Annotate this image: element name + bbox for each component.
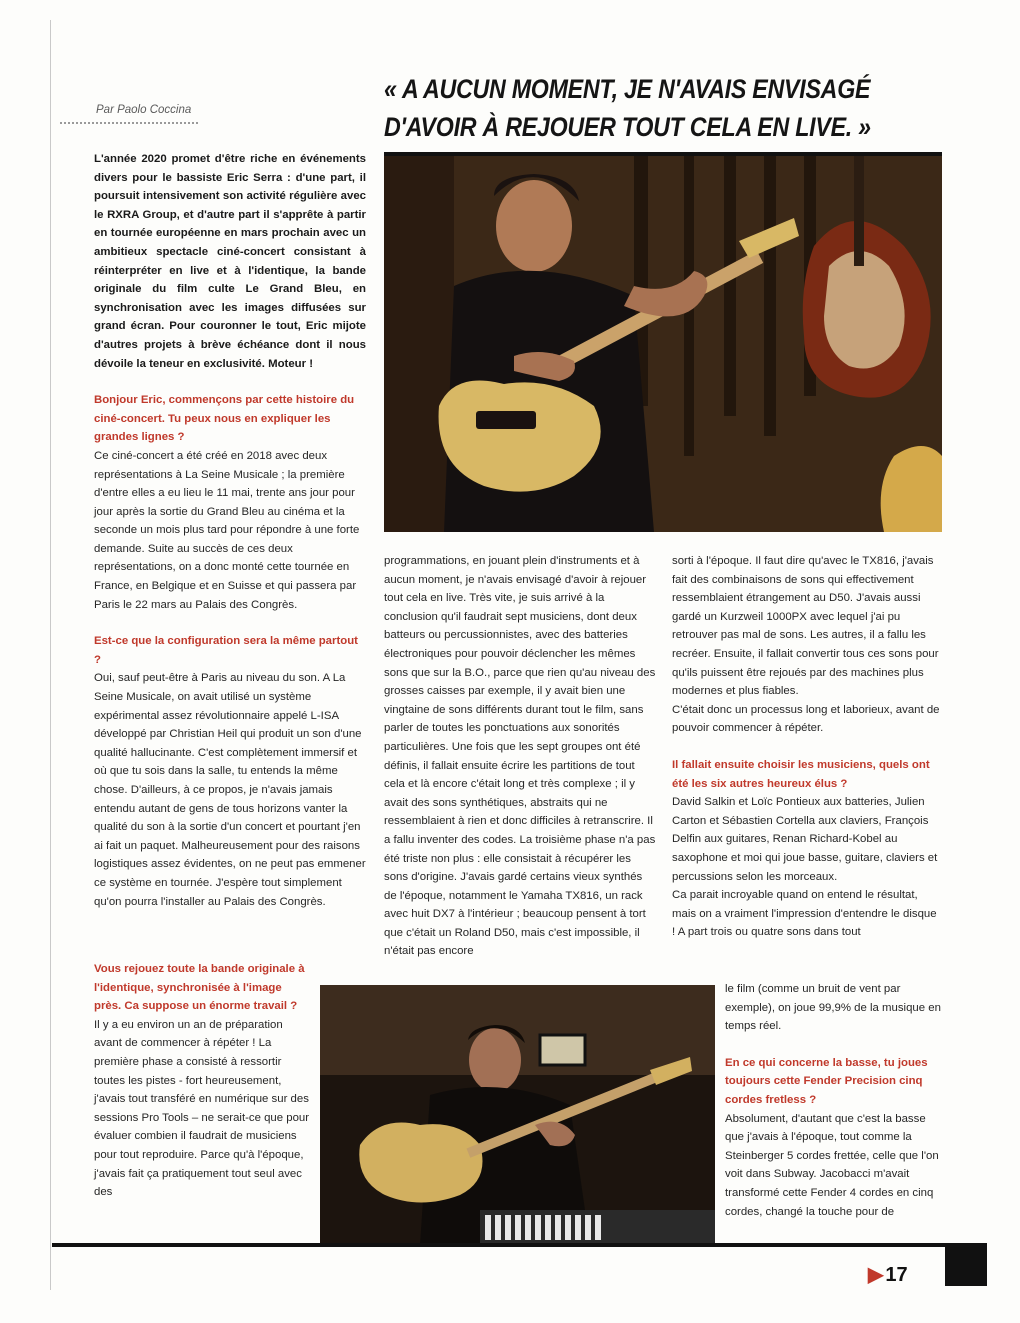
photo-bassist-with-guitars — [384, 152, 942, 532]
page-number — [868, 1262, 908, 1287]
answer-4-part-1: David Salkin et Loïc Pontieux aux batteries, Julien Carton et Sébastien Cortella aux claviers, François Delfin aux guitares, Renan Richard-Kobel au saxophone et moi qui joue basse, guitare, claviers et percussions selon les morceaux. — [672, 796, 938, 883]
corner-block — [945, 1243, 987, 1286]
pull-quote: « A AUCUN MOMENT, JE N'AVAIS ENVISAGÉ D'AVOIR À REJOUER TOUT CELA EN LIVE. » — [384, 74, 871, 142]
answer-4-part-2: Ca parait incroyable quand on entend le résultat, mais on a vraiment l'impression d'entendre le disque ! A part trois ou quatre sons dans tout — [672, 889, 937, 939]
column-3 — [672, 552, 942, 942]
photo-bassist-playing — [320, 985, 715, 1245]
question-5: En ce qui concerne la basse, tu joues toujours cette Fender Precision cinq cordes fretless ? — [725, 1056, 928, 1106]
footer-rule — [52, 1243, 987, 1247]
column-1-bottom — [94, 960, 312, 1202]
photo-illustration — [384, 156, 942, 532]
answer-1: Ce ciné-concert a été créé en 2018 avec deux représentations à La Seine Musicale ; la première d'entre elles a eu lieu le 11 mai, trente ans jour pour jour après la sortie du Grand Bleu au cinéma et la seconde un mois plus tard pour répondre à une forte demande. Suite au succès de ces deux représentations, on a donc monté cette tournée en France, en Belgique et en Suisse et qui passera par Paris le 22 mars au Palais des Congrès. — [94, 449, 360, 611]
column-3-bottom — [725, 980, 947, 1221]
answer-3-part-3: sorti à l'époque. Il faut dire qu'avec le TX816, j'avais fait des combinaisons de sons qui effectivement ressemblaient étrangement au D50. J'avais aussi gardé un Kurzweil 1000PX avec lequel j'ai pu retrouver pas mal de sons. Les autres, il a fallu les recréer. Ensuite, il fallait convertir tous ces sons pour qu'ils puissent être rejoués par des machines plus modernes et plus fiables. — [672, 555, 939, 698]
photo-illustration-2 — [320, 985, 715, 1245]
question-2: Est-ce que la configuration sera la même partout ? — [94, 635, 358, 666]
page-number-label: 17 — [885, 1264, 908, 1286]
intro-paragraph: L'année 2020 promet d'être riche en événements divers pour le bassiste Eric Serra : d'une part, il poursuit intensivement son activité régulière avec le RXRA Group, et d'autre part il s'apprête à partir en tournée européenne en mars prochain avec un ambitieux spectacle ciné-concert consistant à réinterpréter en live et à l'identique, la bande originale du film culte Le Grand Bleu, en synchronisation avec les images diffusées sur grand écran. Pour couronner le tout, Eric mijote d'autres projets à brève échéance dont il nous dévoile la teneur en exclusivité. Moteur ! — [94, 153, 366, 370]
answer-2: Oui, sauf peut-être à Paris au niveau du son. A La Seine Musicale, on avait utilisé un système expérimental assez révolutionnaire appelé L-ISA développé par Christian Heil qui produit un son d'une qualité hallucinante. C'est complètement immersif et où que tu sois dans la salle, tu entends la même chose. D'ailleurs, à ce propos, je n'avais jamais entendu autant de gens de tous horizons vanter la qualité du son à la sortie d'un concert et pourtant j'en ai fait un paquet. Malheureusement pour des raisons logistiques assez évidentes, on ne peut pas emmener ce système en tournée. J'espère tout simplement qu'on pourra l'installer au Palais des Congrès. — [94, 672, 366, 908]
chevron-right-icon: ▶ — [868, 1264, 884, 1286]
column-1 — [94, 150, 366, 911]
answer-3-part-2: programmations, en jouant plein d'instruments et à aucun moment, je n'avais envisagé d'avoir à rejouer tout cela en live. Très vite, je suis arrivé à la conclusion qu'il faudrait sept musiciens, dont deux batteurs ou percussionnistes, avec des batteries électroniques pour pouvoir déclencher les mêmes sons que sur la B.O., parce que rien qu'au niveau des grosses caisses par exemple, il y avait bien une vingtaine de sons différents durant tout le film, sans parler de toutes les ponctuations aux sonorités particulières. Une fois que les sept groupes ont été définis, il fallait ensuite écrire les partitions de tout cela et là encore c'était long et très complexe ; il y avait des sons synthétiques, abstraits qui ne ressemblaient à rien et donc difficiles à retranscrire. Il a fallu inventer des codes. La troisième phase n'a pas été triste non plus : elle consistait à récupérer les sons d'origine. J'avais gardé certains vieux synthés de l'époque, notamment le Yamaha TX816, un rack avec huit DX7 à l'intérieur ; beaucoup pensent à tort que c'était un Roland D50, mais c'est impossible, il n'était pas encore — [384, 555, 656, 958]
byline-divider — [60, 122, 198, 124]
question-4: Il fallait ensuite choisir les musiciens, quels ont été les six autres heureux élus ? — [672, 758, 930, 790]
answer-5: Absolument, d'autant que c'est la basse que j'avais à l'époque, tout comme la Steinberger 5 cordes frettée, celle que l'on voit dans Subway. Jacobacci m'avait transformé cette Fender 4 cordes en cinq cordes, changé la touche pour de — [725, 1112, 939, 1218]
answer-4-part-3: le film (comme un bruit de vent par exemple), on joue 99,9% de la musique en temps réel. — [725, 983, 941, 1033]
question-1: Bonjour Eric, commençons par cette histoire du ciné-concert. Tu peux nous en expliquer les grandes lignes ? — [94, 394, 355, 444]
question-3: Vous rejouez toute la bande originale à l'identique, synchronisée à l'image près. Ca suppose un énorme travail ? — [94, 963, 305, 1013]
answer-3-part-4: C'était donc un processus long et laborieux, avant de pouvoir commencer à répéter. — [672, 703, 940, 735]
column-2 — [384, 552, 656, 961]
fold-line — [50, 20, 51, 1290]
byline: Par Paolo Coccina — [96, 104, 192, 116]
answer-3-part-1: Il y a eu environ un an de préparation avant de commencer à répéter ! La première phase a consisté à ressortir toutes les pistes - fort heureusement, j'avais tout transféré en numérique sur des sessions Pro Tools – ne serait-ce que pour évaluer combien il faudrait de musiciens pour tout reproduire. Parce qu'à l'époque, j'avais fait ça pratiquement tout seul avec des — [94, 1018, 310, 1199]
